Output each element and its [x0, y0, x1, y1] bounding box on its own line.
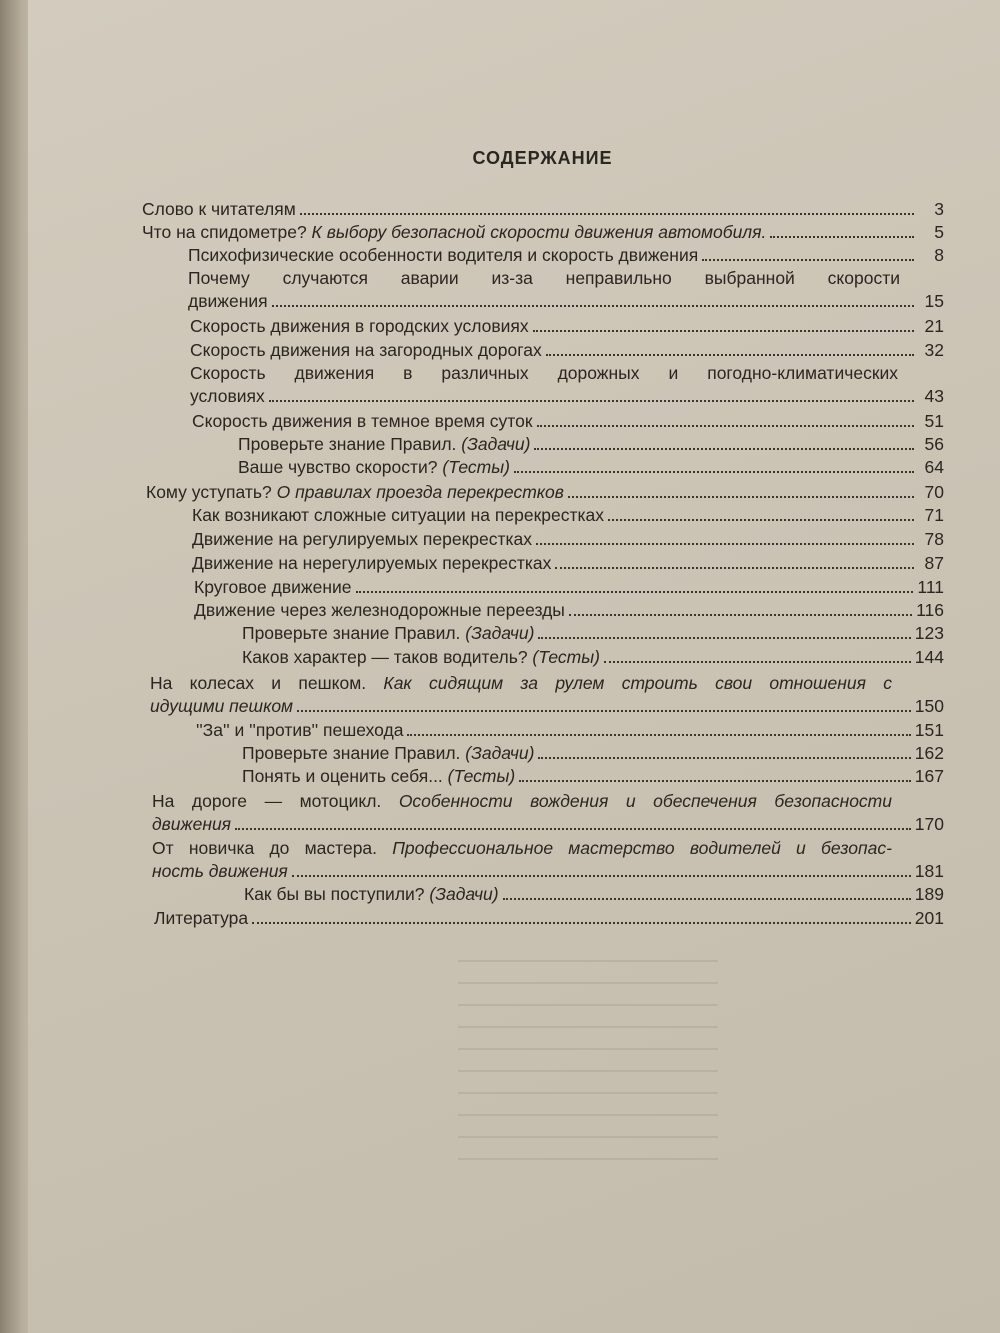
page-number: 167	[914, 766, 944, 786]
leader-dots	[538, 637, 910, 639]
page-number: 64	[924, 457, 944, 477]
toc-entry: Слово к читателям 3	[142, 199, 944, 219]
leader-dots	[269, 400, 914, 402]
page-number: 70	[924, 482, 944, 502]
page-number: 43	[924, 386, 944, 406]
toc-entry: Каков характер — таков водитель? (Тесты) 144	[242, 647, 944, 667]
page-number: 8	[934, 245, 944, 265]
leader-dots	[519, 780, 911, 782]
page-number: 78	[924, 529, 944, 549]
leader-dots	[536, 543, 914, 545]
leader-dots	[300, 213, 914, 215]
page-number: 162	[914, 743, 944, 763]
toc-entry: Проверьте знание Правил. (Задачи) 123	[242, 623, 944, 643]
toc-entry-first-line: От новичка до мастера. Профессиональное мастерство водителей и безопас-	[152, 838, 892, 858]
page-number: 87	[924, 553, 944, 573]
toc-entry: ность движения 181	[152, 861, 944, 881]
page-number: 181	[914, 861, 944, 881]
leader-dots	[604, 661, 911, 663]
page-number: 3	[934, 199, 944, 219]
leader-dots	[608, 519, 914, 521]
toc-entry: Как бы вы поступили? (Задачи) 189	[244, 884, 944, 904]
leader-dots	[407, 734, 910, 736]
page-number: 21	[924, 316, 944, 336]
toc-entry: ''За'' и ''против'' пешехода 151	[196, 720, 944, 740]
toc-entry: Круговое движение 111	[194, 577, 944, 597]
toc-entry: Скорость движения на загородных дорогах 32	[190, 340, 944, 360]
toc-entry: Скорость движения в городских условиях 21	[190, 316, 944, 336]
leader-dots	[770, 236, 914, 238]
leader-dots	[252, 922, 911, 924]
leader-dots	[292, 875, 911, 877]
page-number: 15	[924, 291, 944, 311]
leader-dots	[272, 305, 914, 307]
toc-entry: идущими пешком 150	[150, 696, 944, 716]
toc-entry: Проверьте знание Правил. (Задачи) 162	[242, 743, 944, 763]
page-number: 116	[916, 600, 944, 620]
toc-entry-first-line: Скорость движения в различных дорожных и погодно-климатических	[190, 363, 898, 383]
toc-entry: Психофизические особенности водителя и скорость движения 8	[188, 245, 944, 265]
toc-entry: Ваше чувство скорости? (Тесты) 64	[238, 457, 944, 477]
toc-entry: Как возникают сложные ситуации на перекрестках 71	[192, 505, 944, 525]
page-number: 144	[914, 647, 944, 667]
toc-entry: Что на спидометре? К выбору безопасной скорости движения автомобиля. 5	[142, 222, 944, 242]
leader-dots	[702, 259, 914, 261]
leader-dots	[538, 757, 910, 759]
leader-dots	[503, 898, 911, 900]
toc-entry: движения 170	[152, 814, 944, 834]
toc-entry: Движение на регулируемых перекрестках 78	[192, 529, 944, 549]
page-number: 56	[924, 434, 944, 454]
leader-dots	[297, 710, 911, 712]
toc-entry: Проверьте знание Правил. (Задачи) 56	[238, 434, 944, 454]
toc-entry: Движение на нерегулируемых перекрестках 87	[192, 553, 944, 573]
page-number: 170	[914, 814, 944, 834]
toc-entry: Литература 201	[154, 908, 944, 928]
toc-entry: Движение через железнодорожные переезды 116	[194, 600, 944, 620]
page-number: 151	[914, 720, 944, 740]
leader-dots	[568, 496, 914, 498]
page-title: СОДЕРЖАНИЕ	[472, 148, 613, 168]
page-number: 111	[917, 577, 944, 597]
leader-dots	[534, 448, 914, 450]
leader-dots	[235, 828, 911, 830]
page-number: 189	[914, 884, 944, 904]
toc-entry-first-line: Почему случаются аварии из-за неправильно выбранной скорости	[188, 268, 900, 288]
leader-dots	[537, 425, 914, 427]
leader-dots	[533, 330, 914, 332]
toc-entry-first-line: На колесах и пешком. Как сидящим за рулем строить свои отношения с	[150, 673, 893, 693]
toc-entry: Скорость движения в темное время суток 51	[192, 411, 944, 431]
leader-dots	[514, 471, 914, 473]
page-number: 150	[914, 696, 944, 716]
toc-entry-first-line: На дороге — мотоцикл. Особенности вождения и обеспечения безопасности	[152, 791, 892, 811]
page-number: 51	[924, 411, 944, 431]
page-number: 201	[914, 908, 944, 928]
toc-entry: Понять и оценить себя... (Тесты) 167	[242, 766, 944, 786]
bleed-through-text	[458, 940, 718, 1160]
leader-dots	[569, 614, 912, 616]
leader-dots	[555, 567, 914, 569]
leader-dots	[356, 591, 914, 593]
page-number: 123	[914, 623, 944, 643]
page-number: 71	[924, 505, 944, 525]
toc-entry: условиях 43	[190, 386, 944, 406]
toc-entry: движения 15	[188, 291, 944, 311]
toc-entry: Кому уступать? О правилах проезда перекрестков 70	[146, 482, 944, 502]
page-number: 5	[934, 222, 944, 242]
page-number: 32	[924, 340, 944, 360]
leader-dots	[546, 354, 914, 356]
